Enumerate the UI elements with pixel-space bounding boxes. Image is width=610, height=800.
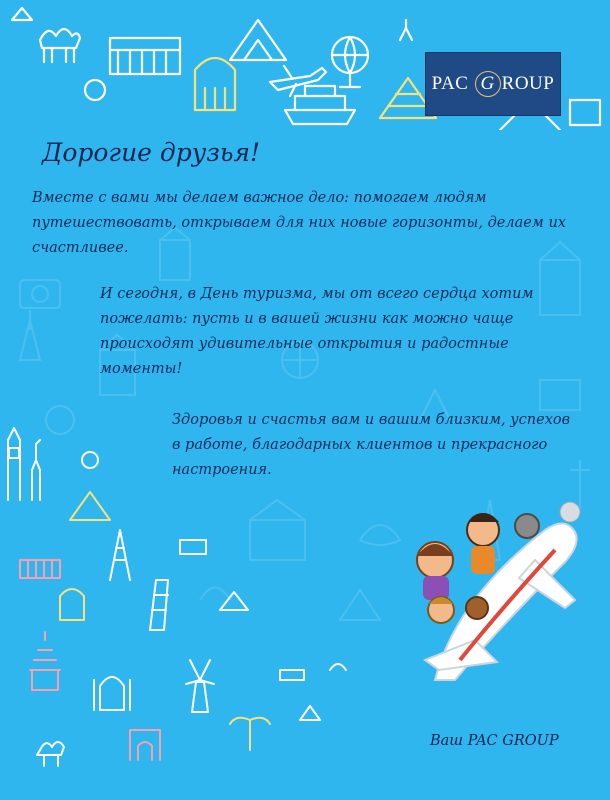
pyramid-icon	[70, 492, 110, 520]
big-ben-icon	[8, 428, 20, 500]
airplane-family-illustration	[405, 490, 605, 690]
colosseum-icon	[110, 38, 180, 74]
bird-icon	[330, 664, 346, 670]
camel-icon	[37, 742, 64, 766]
sun-icon	[85, 80, 105, 100]
pac-group-logo	[425, 52, 561, 116]
paragraph-3: Здоровья и счастья вам и вашим близким, успехов в работе, благодарных клиентов и прекрасного настроения.	[172, 412, 571, 478]
greeting-title: Дорогие друзья!	[42, 138, 261, 167]
pisa-tower-icon	[150, 580, 168, 630]
temple-icon	[195, 58, 235, 110]
pagoda-icon	[30, 632, 60, 690]
statue-of-liberty-icon	[32, 440, 40, 500]
globe-icon	[332, 37, 368, 87]
logo-text-pac: PAC	[431, 73, 469, 94]
globe-small-icon	[82, 452, 98, 468]
pilot-icon	[515, 514, 539, 538]
colosseum-icon	[20, 560, 60, 578]
taj-mahal-icon	[94, 677, 130, 710]
bus-icon	[180, 540, 206, 554]
logo-emblem: G	[475, 71, 501, 97]
ship-icon	[280, 670, 304, 680]
mountain-icon	[220, 592, 248, 610]
eiffel-tower-icon	[110, 530, 130, 580]
paragraph-1: Вместе с вами мы делаем важное дело: помогаем людям путешествовать, открываем для них новые горизонты, делаем их счастливее.	[32, 190, 566, 256]
hiker-icon	[400, 20, 412, 40]
pyramid-icon	[230, 20, 286, 60]
pyramid-small-icon	[300, 706, 320, 720]
triumphal-arch-icon	[130, 730, 160, 760]
cruise-ship-icon	[285, 86, 355, 124]
palm-icon	[230, 718, 270, 750]
signature: Ваш PAC GROUP	[430, 733, 559, 749]
building-icon	[570, 100, 600, 125]
airplane-icon	[270, 66, 326, 96]
temple-icon	[60, 589, 84, 620]
tent-icon	[12, 8, 32, 20]
camel-icon	[40, 29, 80, 62]
paragraph-2: И сегодня, в День туризма, мы от всего сердца хотим пожелать: пусть и в вашей жизни как можно чаще происходят удивительные открытия и радостные моменты!	[100, 286, 534, 377]
logo-text-roup: ROUP	[501, 73, 555, 94]
logo-text	[432, 71, 555, 97]
windmill-icon	[186, 660, 214, 712]
dog-icon	[466, 597, 488, 619]
